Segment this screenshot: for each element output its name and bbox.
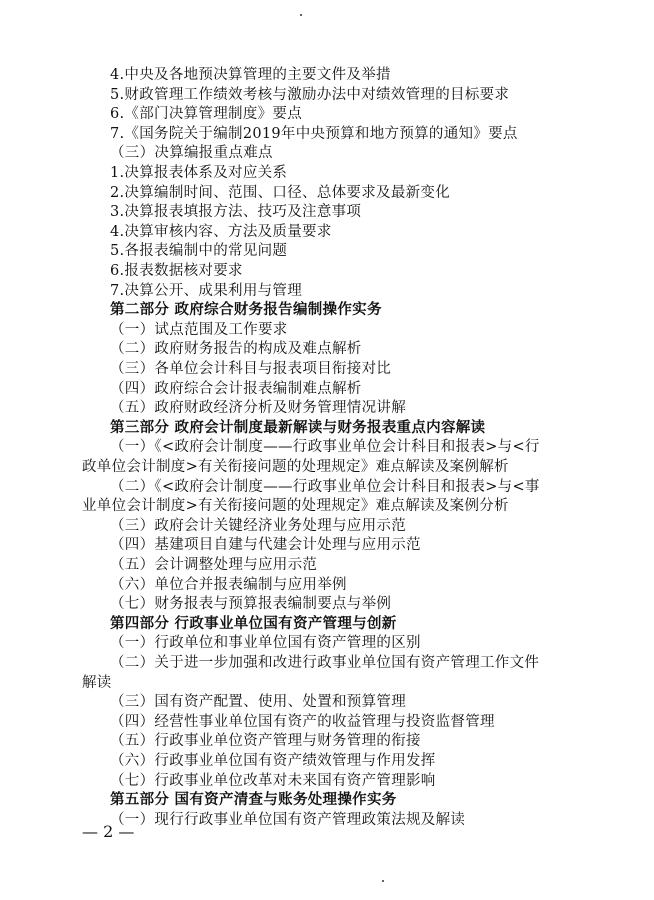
- list-item: 7.《国务院关于编制2019年中央预算和地方预算的通知》要点: [110, 125, 518, 142]
- part-heading: 第三部分 政府会计制度最新解读与财务报表重点内容解读: [110, 419, 486, 436]
- part-heading: 第二部分 政府综合财务报告编制操作实务: [110, 302, 382, 319]
- list-item: （五）政府财政经济分析及财务管理情况讲解: [110, 400, 406, 417]
- list-item: （六）行政事业单位国有资产绩效管理与作用发挥: [110, 753, 436, 769]
- list-item: （七）行政事业单位改革对未来国有资产管理影响: [110, 772, 436, 789]
- scan-speck: [382, 880, 384, 882]
- list-item: （五）行政事业单位资产管理与财务管理的衔接: [110, 733, 421, 750]
- list-item: （二）政府财务报告的构成及难点解析: [110, 341, 362, 358]
- list-item: 4.决算审核内容、方法及质量要求: [110, 223, 332, 240]
- list-item: 3.决算报表填报方法、技巧及注意事项: [110, 204, 362, 221]
- page-number: — 2 —: [82, 822, 135, 841]
- list-item: 5.财政管理工作绩效考核与激励办法中对绩效管理的目标要求: [110, 86, 510, 103]
- list-item: 5.各报表编制中的常见问题: [110, 243, 288, 260]
- list-item: 2.决算编制时间、范围、口径、总体要求及最新变化: [110, 184, 451, 201]
- list-item-continuation: 政单位会计制度>有关衔接问题的处理规定》难点解读及案例解析: [82, 459, 509, 475]
- list-item: （二）关于进一步加强和改进行政事业单位国有资产管理工作文件: [110, 655, 540, 671]
- list-item: （七）财务报表与预算报表编制要点与举例: [110, 596, 392, 613]
- list-item: 7.决算公开、成果利用与管理: [110, 282, 303, 299]
- list-item: （一）行政单位和事业单位国有资产管理的区别: [110, 635, 421, 652]
- list-item: （三）国有资产配置、使用、处置和预算管理: [110, 694, 406, 711]
- list-item: （二）《<政府会计制度——行政事业单位会计科目和报表>与<事: [110, 478, 540, 495]
- list-item-continuation: 业单位会计制度>有关衔接问题的处理规定》难点解读及案例分析: [82, 498, 509, 515]
- list-item: 6.报表数据核对要求: [110, 263, 243, 279]
- section-heading: （三）决算编报重点难点: [110, 145, 273, 162]
- list-item: （六）单位合并报表编制与应用举例: [110, 576, 347, 593]
- list-item-continuation: 解读: [82, 674, 112, 691]
- list-item: （一）现行行政事业单位国有资产管理政策法规及解读: [110, 811, 466, 828]
- list-item: （一）试点范围及工作要求: [110, 321, 288, 338]
- list-item: 4.中央及各地预决算管理的主要文件及举措: [110, 67, 391, 83]
- scan-speck: [300, 14, 302, 16]
- list-item: （四）经营性事业单位国有资产的收益管理与投资监督管理: [110, 713, 495, 730]
- list-item: （四）基建项目自建与代建会计处理与应用示范: [110, 537, 421, 554]
- list-item: （四）政府综合会计报表编制难点解析: [110, 380, 362, 397]
- part-heading: 第五部分 国有资产清查与账务处理操作实务: [110, 792, 397, 809]
- part-heading: 第四部分 行政事业单位国有资产管理与创新: [110, 615, 397, 632]
- list-item: 6.《部门决算管理制度》要点: [110, 106, 303, 123]
- list-item: （五）会计调整处理与应用示范: [110, 557, 318, 573]
- list-item: （三）政府会计关键经济业务处理与应用示范: [110, 517, 406, 534]
- list-item: （三）各单位会计科目与报表项目衔接对比: [110, 361, 392, 377]
- list-item: 1.决算报表体系及对应关系: [110, 165, 288, 181]
- list-item: （一）《<政府会计制度——行政事业单位会计科目和报表>与<行: [110, 439, 540, 456]
